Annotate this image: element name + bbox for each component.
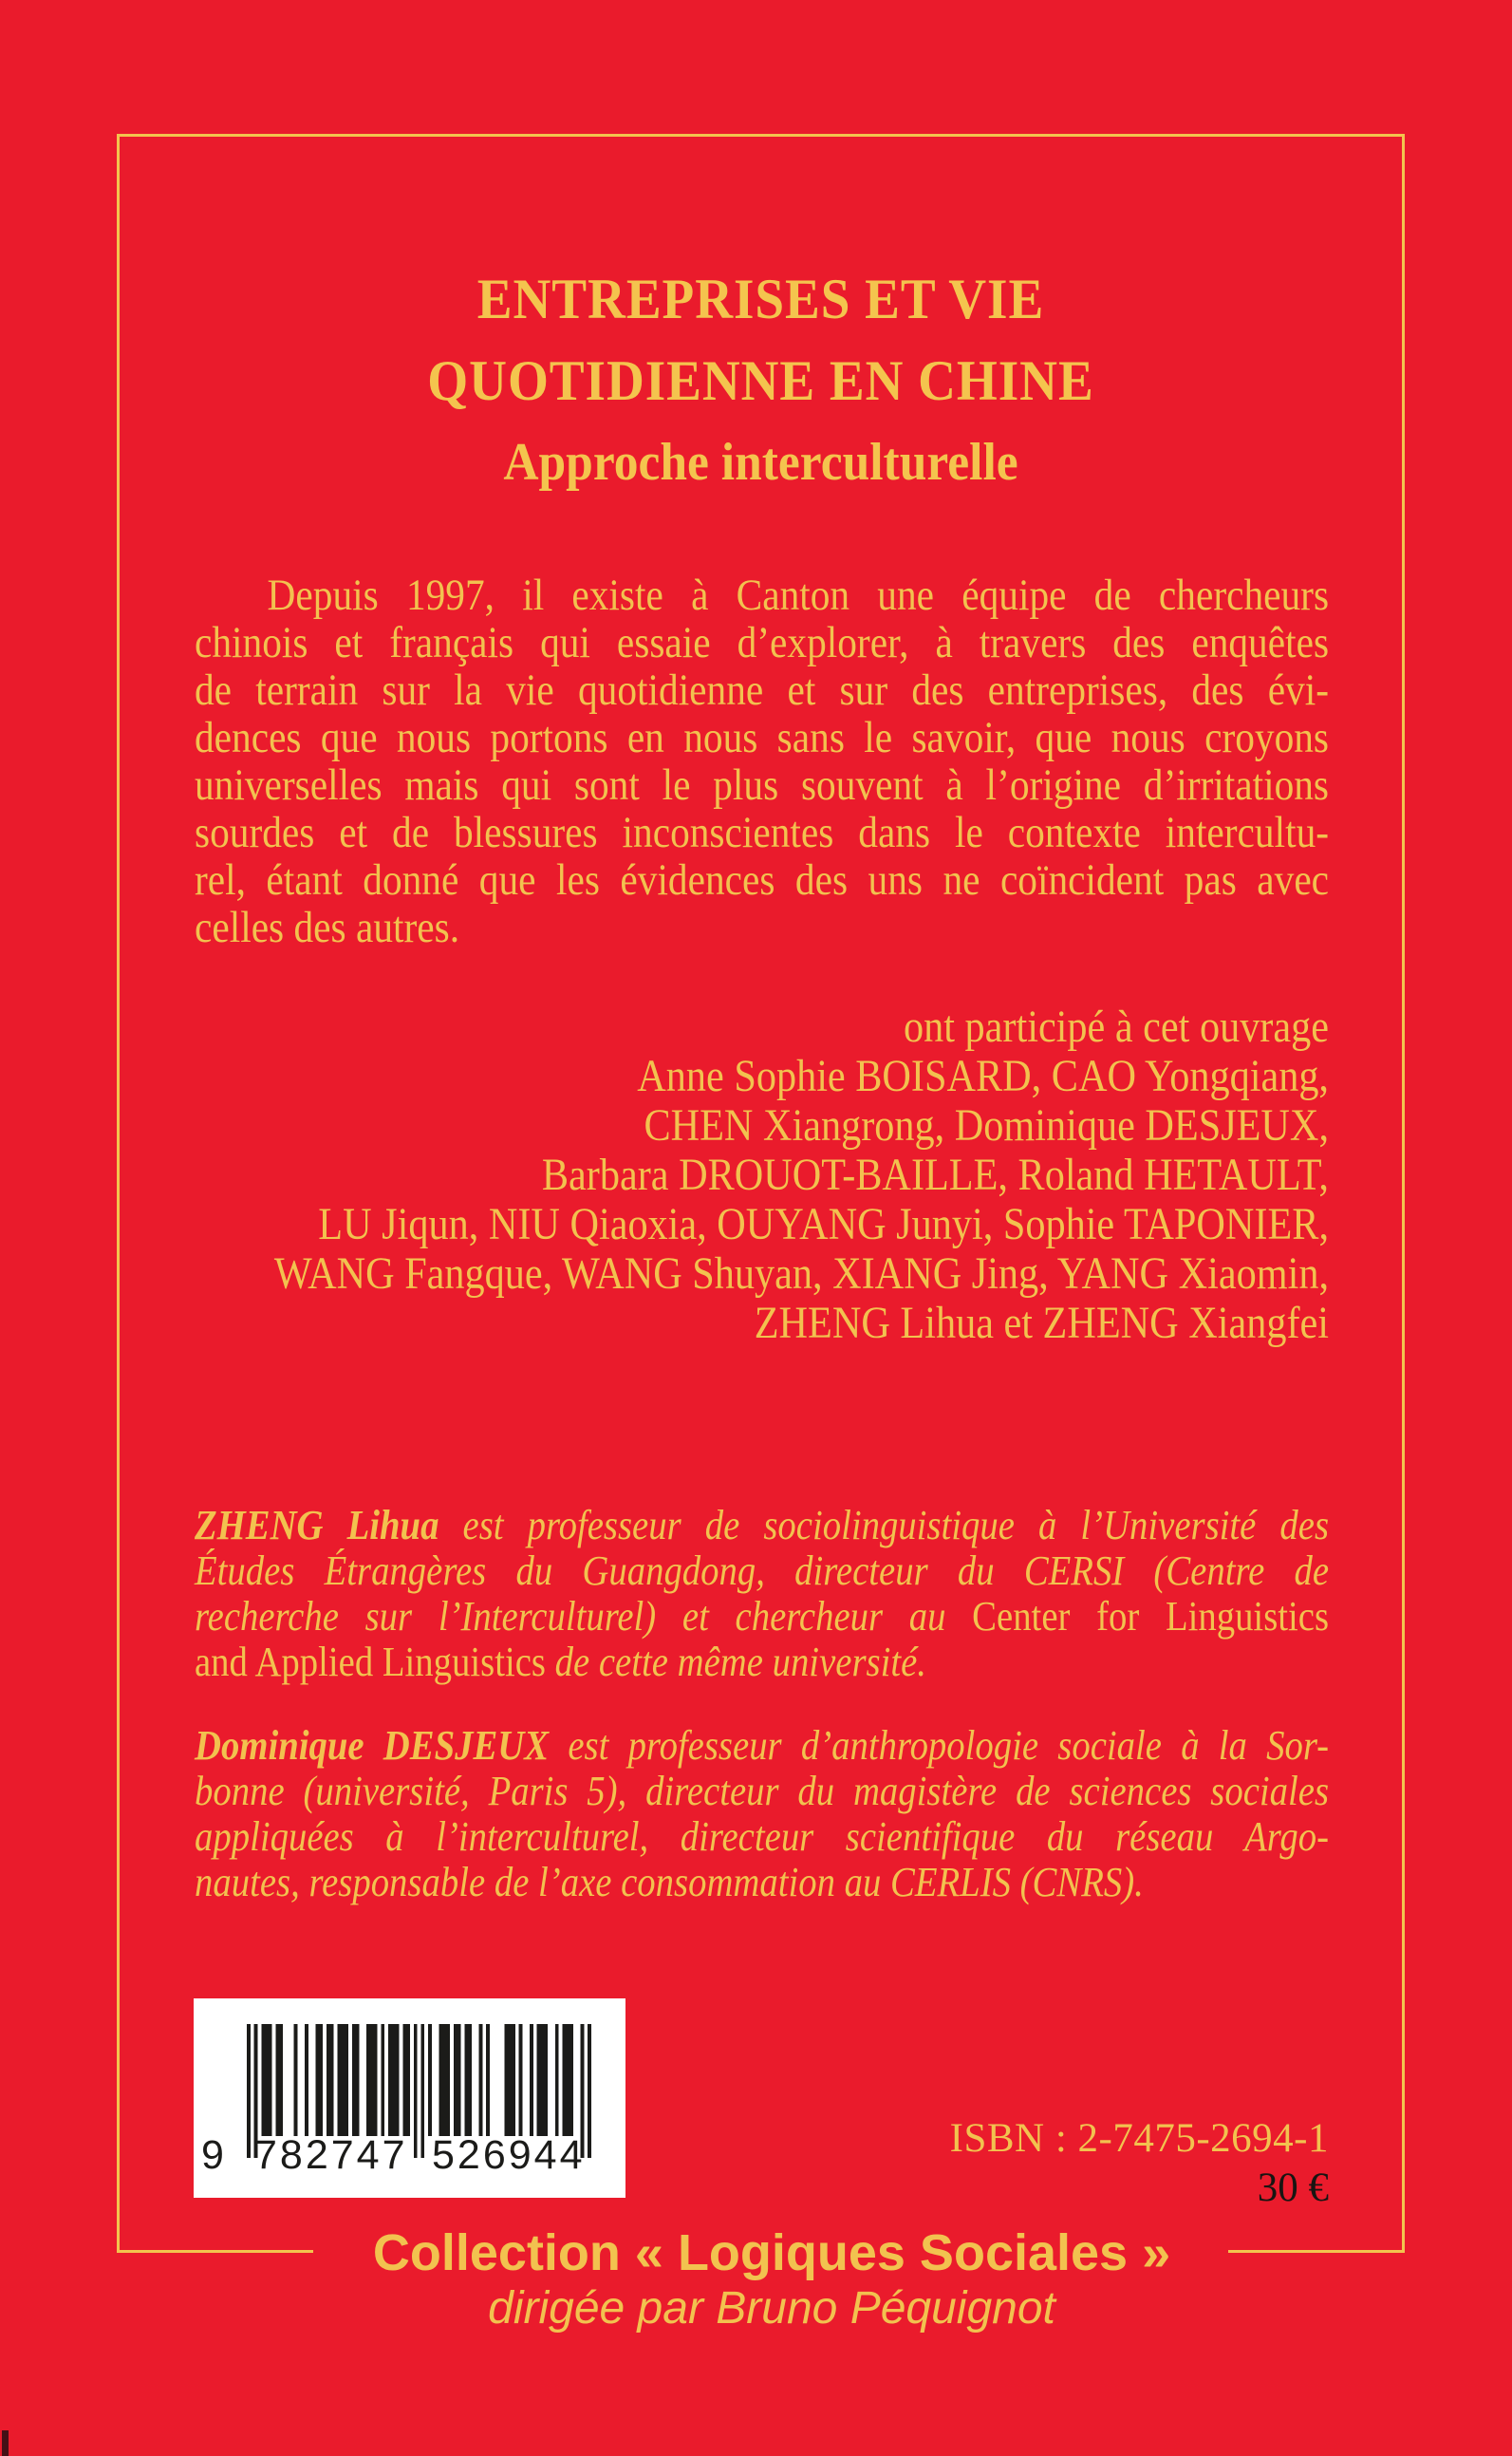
text-line: bonne (université, Paris 5), directeur du magistère de sciences sociales bbox=[195, 1768, 1330, 1814]
text-line: de terrain sur la vie quotidienne et sur des entreprises, des évi- bbox=[195, 666, 1330, 715]
book-title-line2: QUOTIDIENNE EN CHINE bbox=[427, 349, 1094, 412]
text-line: ZHENG Lihua et ZHENG Xiangfei bbox=[754, 1298, 1329, 1348]
text-line: Dominique DESJEUX est professeur d’anthropologie sociale à la Sor- bbox=[195, 1722, 1330, 1769]
collection-title: Collection « Logiques Sociales » bbox=[372, 2224, 1171, 2281]
text-line: chinois et français qui essaie d’explorer, à travers des enquêtes bbox=[195, 618, 1330, 667]
text-line: Depuis 1997, il existe à Canton une équipe de chercheurs bbox=[267, 571, 1330, 620]
book-title-line1: ENTREPRISES ET VIE bbox=[476, 268, 1045, 330]
text-line: WANG Fangque, WANG Shuyan, XIANG Jing, YANG Xiaomin, bbox=[273, 1248, 1330, 1299]
bio-zheng bbox=[195, 1503, 1329, 1685]
text-line: ont participé à cet ouvrage bbox=[903, 1002, 1329, 1052]
text-line: celles des autres. bbox=[195, 903, 460, 952]
price-text: 30 € bbox=[1257, 2165, 1329, 2210]
bio-desjeux bbox=[195, 1723, 1329, 1905]
text-line: CHEN Xiangrong, Dominique DESJEUX, bbox=[644, 1100, 1329, 1151]
text-line: dences que nous portons en nous sans le savoir, que nous croyons bbox=[195, 713, 1330, 762]
text-line: and Applied Linguistics de cette même université. bbox=[195, 1639, 926, 1685]
book-subtitle: Approche interculturelle bbox=[503, 433, 1018, 492]
text-line: sourdes et de blessures inconscientes dans le contexte intercultu- bbox=[195, 808, 1330, 857]
text-line: Anne Sophie BOISARD, CAO Yongqiang, bbox=[637, 1051, 1329, 1101]
text-line: recherche sur l’Interculturel) et chercheur au Center for Linguistics bbox=[195, 1593, 1330, 1640]
title-block bbox=[168, 258, 1353, 503]
isbn-text: ISBN : 2-7475-2694-1 bbox=[949, 2116, 1329, 2161]
text-line: appliquées à l’interculturel, directeur scientifique du réseau Argo- bbox=[195, 1813, 1330, 1860]
text-line: nautes, responsable de l’axe consommation au CERLIS (CNRS). bbox=[195, 1859, 1144, 1905]
text-line: LU Jiqun, NIU Qiaoxia, OUYANG Junyi, Sophie TAPONIER, bbox=[318, 1199, 1330, 1249]
collection-director: dirigée par Bruno Péquignot bbox=[488, 2283, 1055, 2334]
contributors-list bbox=[195, 1003, 1329, 1348]
intro-paragraph bbox=[195, 572, 1329, 951]
text-line: universelles mais qui sont le plus souvent à l’origine d’irritations bbox=[195, 760, 1330, 810]
barcode-digit-system: 9 bbox=[201, 2132, 224, 2178]
text-line: Barbara DROUOT-BAILLE, Roland HETAULT, bbox=[541, 1150, 1329, 1200]
text-line: Études Étrangères du Guangdong, directeur du CERSI (Centre de bbox=[195, 1547, 1330, 1594]
text-line: ZHENG Lihua est professeur de sociolinguistique à l’Université des bbox=[195, 1502, 1330, 1548]
barcode bbox=[194, 1998, 625, 2198]
barcode-digits-right: 526944 bbox=[432, 2132, 586, 2178]
scan-artifact-mark bbox=[2, 2430, 9, 2456]
barcode-digits-left: 782747 bbox=[254, 2132, 408, 2178]
text-line: rel, étant donné que les évidences des uns ne coïncident pas avec bbox=[195, 855, 1330, 905]
